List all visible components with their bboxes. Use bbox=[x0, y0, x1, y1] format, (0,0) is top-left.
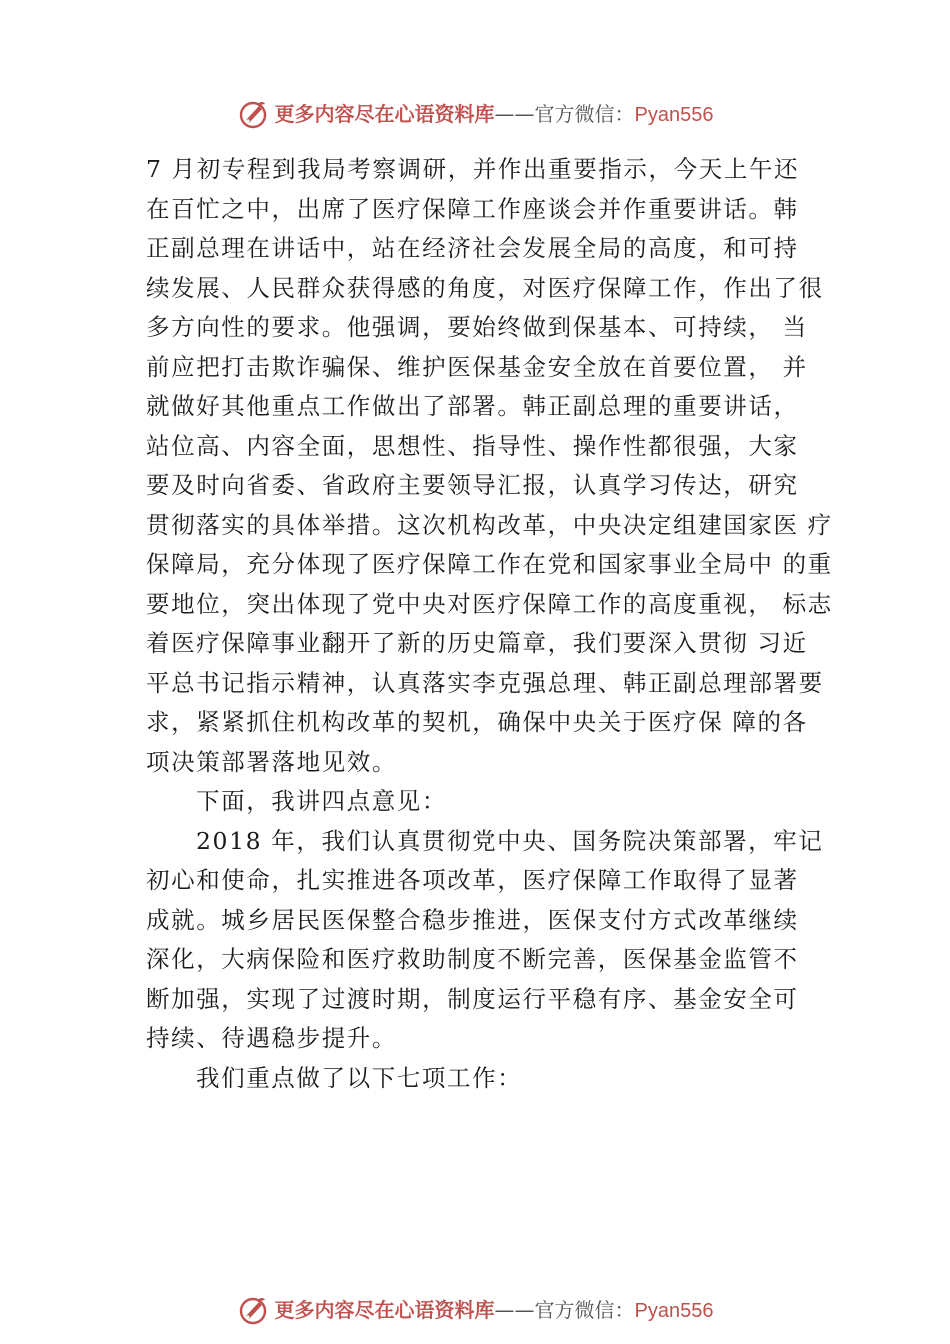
body-line: 着医疗保障事业翻开了新的历史篇章，我们要深入贯彻 习近 bbox=[146, 629, 808, 657]
footer-watermark bbox=[0, 1288, 950, 1332]
watermark-dash: —— bbox=[494, 1297, 535, 1322]
watermark-source: 更多内容尽在心语资料库 bbox=[274, 1297, 495, 1322]
body-line: 正副总理在讲话中，站在经济社会发展全局的高度，和可持 bbox=[146, 234, 799, 262]
body-line: 持续、待遇稳步提升。 bbox=[146, 1024, 397, 1052]
watermark-dash: —— bbox=[494, 101, 535, 126]
body-line: 初心和使命，扎实推进各项改革，医疗保障工作取得了显著 bbox=[146, 866, 799, 894]
paragraph-intro: 下面，我讲四点意见： bbox=[196, 787, 447, 815]
body-line: 在百忙之中，出席了医疗保障工作座谈会并作重要讲话。韩 bbox=[146, 194, 799, 223]
body-line: 7 月初专程到我局考察调研，并作出重要指示，今天上午还 bbox=[146, 155, 800, 183]
body-line: 2018 年，我们认真贯彻党中央、国务院决策部署，牢记 bbox=[196, 826, 824, 855]
body-line: 站位高、内容全面，思想性、指导性、操作性都很强，大家 bbox=[146, 431, 799, 460]
body-line: 续发展、人民群众获得感的角度，对医疗保障工作，作出了很 bbox=[146, 273, 824, 302]
body-line: 平总书记指示精神，认真落实李克强总理、韩正副总理部署要 bbox=[146, 668, 824, 697]
document-body bbox=[146, 150, 836, 1098]
body-line: 断加强，实现了过渡时期，制度运行平稳有序、基金安全可 bbox=[146, 984, 799, 1013]
watermark-source: 更多内容尽在心语资料库 bbox=[274, 101, 495, 126]
body-line: 多方向性的要求。他强调，要始终做到保基本、可持续， 当 bbox=[146, 313, 808, 341]
logo-icon bbox=[237, 1294, 269, 1326]
body-line: 贯彻落实的具体举措。这次机构改革，中央决定组建国家医 疗 bbox=[146, 510, 833, 539]
body-line: 深化，大病保险和医疗救助制度不断完善，医保基金监管不 bbox=[146, 945, 799, 973]
body-line: 保障局，充分体现了医疗保障工作在党和国家事业全局中 的重 bbox=[146, 550, 833, 578]
body-line: 成就。城乡居民医保整合稳步推进，医保支付方式改革继续 bbox=[146, 905, 799, 934]
watermark-handle: Pyan556 bbox=[634, 103, 714, 126]
body-line: 前应把打击欺诈骗保、维护医保基金安全放在首要位置， 并 bbox=[146, 352, 808, 381]
watermark-wechat-label: 官方微信： bbox=[534, 101, 635, 126]
body-line: 要地位，突出体现了党中央对医疗保障工作的高度重视， 标志 bbox=[146, 589, 833, 618]
header-watermark bbox=[0, 92, 950, 136]
paragraph-seven-tasks: 我们重点做了以下七项工作： bbox=[196, 1063, 523, 1092]
body-line: 项决策部署落地见效。 bbox=[146, 747, 397, 776]
watermark-handle: Pyan556 bbox=[634, 1299, 714, 1322]
watermark-wechat-label: 官方微信： bbox=[534, 1297, 635, 1322]
body-line: 要及时向省委、省政府主要领导汇报，认真学习传达，研究 bbox=[146, 471, 799, 499]
logo-icon bbox=[237, 98, 269, 130]
body-line: 就做好其他重点工作做出了部署。韩正副总理的重要讲话， bbox=[146, 392, 799, 420]
body-line: 求，紧紧抓住机构改革的契机，确保中央关于医疗保 障的各 bbox=[146, 708, 808, 736]
